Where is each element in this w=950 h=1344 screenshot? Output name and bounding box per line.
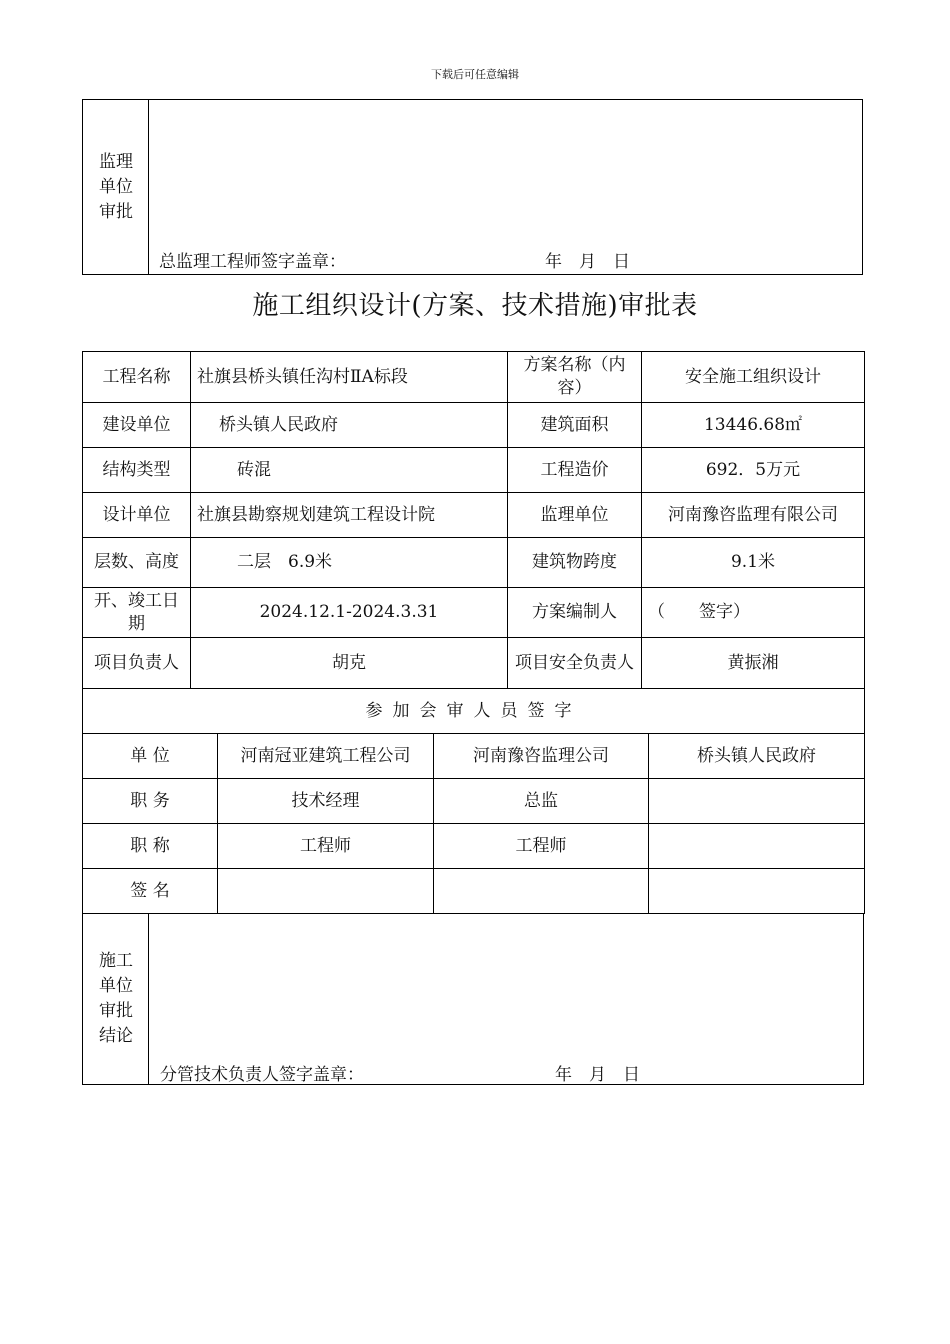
supervision-label-line: 监理 xyxy=(99,152,133,172)
project-info-table xyxy=(82,351,865,734)
field-label: 结构类型 xyxy=(83,448,191,493)
review-cell: 技术经理 xyxy=(218,779,434,824)
field-value: （ 签字） xyxy=(642,588,865,638)
field-value: 河南豫咨监理有限公司 xyxy=(642,493,865,538)
table-row xyxy=(83,869,865,914)
construction-label-line: 审批 xyxy=(99,1001,133,1021)
field-label: 监理单位 xyxy=(508,493,642,538)
supervision-signature-label: 总监理工程师签字盖章： xyxy=(159,252,346,272)
supervision-label-line: 单位 xyxy=(99,177,133,197)
construction-approval-box xyxy=(82,913,864,1085)
table-row xyxy=(83,352,865,403)
table-row xyxy=(83,403,865,448)
table-row xyxy=(83,689,865,734)
review-cell: 工程师 xyxy=(434,824,649,869)
supervision-approval-box xyxy=(82,99,863,275)
construction-label-line: 单位 xyxy=(99,976,133,996)
review-row-label: 单 位 xyxy=(83,734,218,779)
header-note: 下载后可任意编辑 xyxy=(431,68,519,81)
review-cell: 河南豫咨监理公司 xyxy=(434,734,649,779)
table-row xyxy=(83,538,865,588)
table-row xyxy=(83,448,865,493)
signature-cell[interactable] xyxy=(434,869,649,914)
field-value: 692．5万元 xyxy=(642,448,865,493)
review-cell xyxy=(649,824,865,869)
table-row xyxy=(83,588,865,638)
page-title: 施工组织设计(方案、技术措施)审批表 xyxy=(252,291,698,321)
field-value: 9.1米 xyxy=(642,538,865,588)
table-row xyxy=(83,638,865,689)
field-value: 13446.68㎡ xyxy=(642,403,865,448)
field-label: 方案编制人 xyxy=(508,588,642,638)
signature-cell[interactable] xyxy=(218,869,434,914)
review-row-label: 职 称 xyxy=(83,824,218,869)
field-value: 胡克 xyxy=(191,638,508,689)
supervision-date-label: 年 月 日 xyxy=(545,252,630,272)
construction-label-column xyxy=(83,913,149,1084)
review-row-label: 职 务 xyxy=(83,779,218,824)
field-value: 黄振湘 xyxy=(642,638,865,689)
review-cell: 工程师 xyxy=(218,824,434,869)
review-section-header: 参加会审人员签字 xyxy=(83,689,865,734)
supervision-label-line: 审批 xyxy=(99,202,133,222)
review-cell: 总监 xyxy=(434,779,649,824)
field-label: 建筑面积 xyxy=(508,403,642,448)
review-table xyxy=(82,733,865,914)
field-value: 安全施工组织设计 xyxy=(642,352,865,403)
field-value: 二层 6.9米 xyxy=(191,538,508,588)
review-cell: 桥头镇人民政府 xyxy=(649,734,865,779)
field-label: 建筑物跨度 xyxy=(508,538,642,588)
field-label: 工程造价 xyxy=(508,448,642,493)
construction-label-line: 施工 xyxy=(99,951,133,971)
field-value: 2024.12.1-2024.3.31 xyxy=(191,588,508,638)
review-cell xyxy=(649,779,865,824)
field-label: 开、竣工日期 xyxy=(83,588,191,638)
construction-signature-label: 分管技术负责人签字盖章： xyxy=(160,1065,364,1085)
field-value: 社旗县勘察规划建筑工程设计院 xyxy=(191,493,508,538)
field-value: 砖混 xyxy=(191,448,508,493)
table-row xyxy=(83,824,865,869)
supervision-label-column xyxy=(83,100,149,274)
field-label: 工程名称 xyxy=(83,352,191,403)
construction-label-line: 结论 xyxy=(99,1026,133,1046)
field-label: 项目负责人 xyxy=(83,638,191,689)
table-row xyxy=(83,493,865,538)
field-label: 层数、高度 xyxy=(83,538,191,588)
review-row-label: 签 名 xyxy=(83,869,218,914)
field-value: 桥头镇人民政府 xyxy=(191,403,508,448)
review-cell: 河南冠亚建筑工程公司 xyxy=(218,734,434,779)
field-label: 建设单位 xyxy=(83,403,191,448)
table-row xyxy=(83,779,865,824)
field-label: 项目安全负责人 xyxy=(508,638,642,689)
construction-date-label: 年 月 日 xyxy=(555,1065,640,1085)
field-value: 社旗县桥头镇任沟村ⅡA标段 xyxy=(191,352,508,403)
field-label: 方案名称（内容） xyxy=(508,352,642,403)
field-label: 设计单位 xyxy=(83,493,191,538)
table-row xyxy=(83,734,865,779)
signature-cell[interactable] xyxy=(649,869,865,914)
